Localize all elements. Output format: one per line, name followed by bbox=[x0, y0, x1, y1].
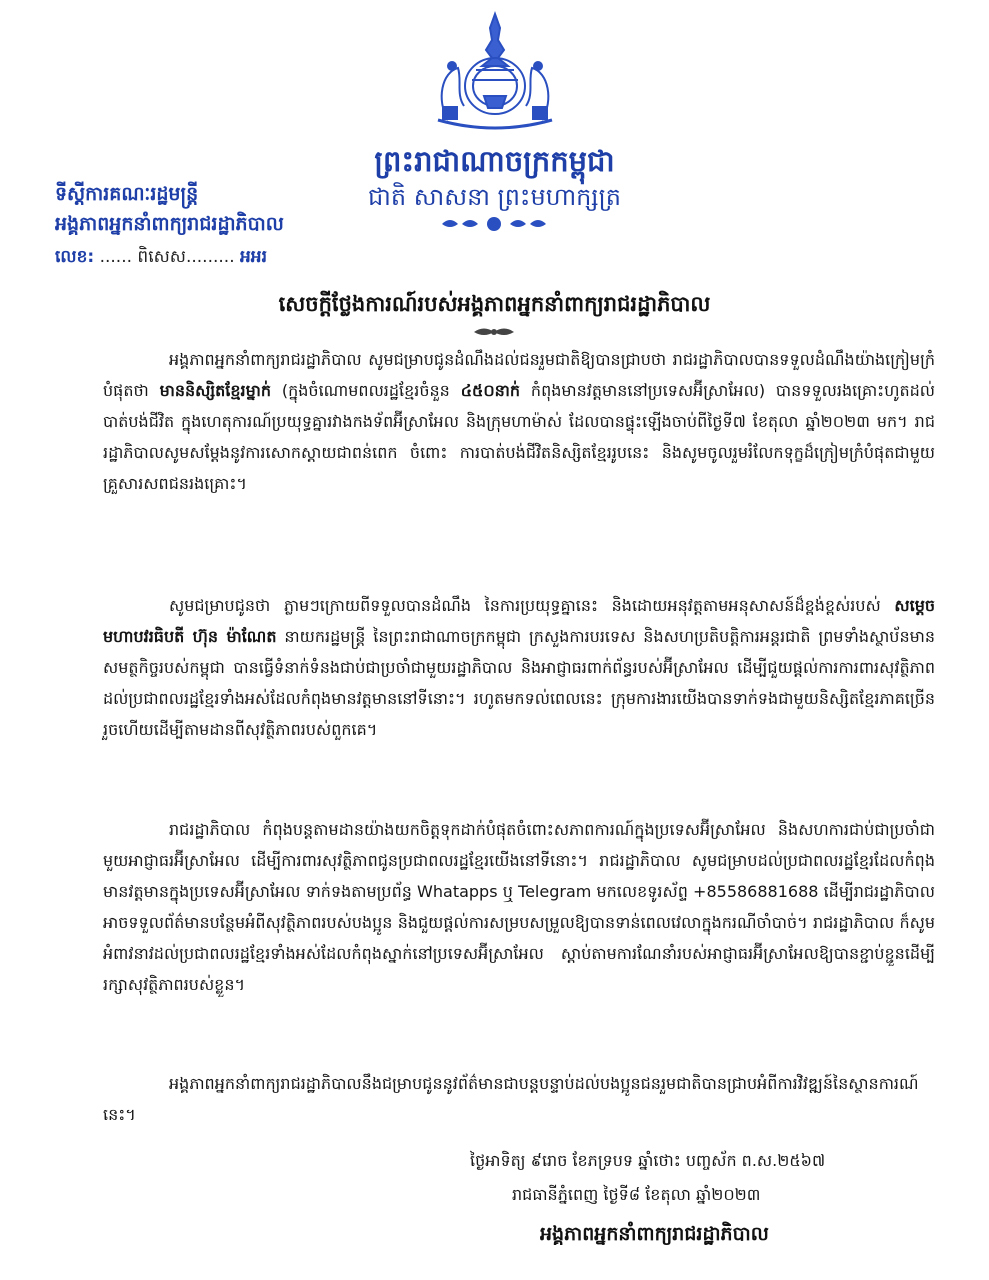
p2-text-2: នាយករដ្ឋមន្ត្រី នៃព្រះរាជាណាចក្រកម្ពុជា ក្រសួងការបរទេស និងសហប្រតិបត្តិការអន្តរជាតិ ព្រមទាំងស្ថាប័នមានសមត្ថកិច្ចរបស់កម្ពុជា បានធ្វើទំនាក់ទំនងជាប់ជាប្រចាំជាមួយរដ្ឋាភិបាល និងអាជ្ញាធរពាក់ព័ន្ធរបស់អ៊ីស្រាអែល ដើម្បីជួយផ្តល់ការការពារសុវត្ថិភាពដល់ប្រជាពលរដ្ឋខ្មែរទាំងអស់ដែលកំពុងមានវត្តមាននៅទីនោះ។ រហូតមកទល់ពេលនេះ ក្រុមការងារយើងបានទាក់ទងជាមួយនិស្សិតខ្មែរភាគច្រើនរួចហើយដើម្បីតាមដានពីសុវត្ថិភាពរបស់ពួកគេ។ bbox=[103, 627, 935, 739]
solar-date: រាជធានីភ្នំពេញ ថ្ងៃទី៨ ខែតុលា ឆ្នាំ២០២៣ bbox=[512, 1185, 761, 1204]
paragraph-1 bbox=[103, 344, 935, 499]
paragraph-4 bbox=[103, 1068, 935, 1130]
p1-text-2: (ក្នុងចំណោមពលរដ្ឋខ្មែរចំនួន bbox=[270, 381, 461, 400]
p1-text: អង្គភាពអ្នកនាំពាក្យរាជរដ្ឋាភិបាល សូមជម្រាបជូនដំណឹងដល់ជនរួមជាតិឱ្យបានជ្រាបថា រាជរដ្ឋាភិបាលបានទទួលដំណឹងយ៉ាងក្រៀមក្រំបំផុតថា bbox=[103, 350, 935, 400]
reference-dots: ...... ពិសេស......... bbox=[94, 247, 240, 267]
p1-count: ៤៥០នាក់ bbox=[460, 381, 521, 400]
title-ornament-icon bbox=[0, 324, 989, 340]
p3-text: រាជរដ្ឋាភិបាល កំពុងបន្តតាមដានយ៉ាងយកចិត្តទុកដាក់បំផុតចំពោះសភាពការណ៍ក្នុងប្រទេសអ៊ីស្រាអែល និងសហការជាប់ជាប្រចាំជាមួយអាជ្ញាធរអ៊ីស្រាអែល ដើម្បីការពារសុវត្ថិភាពជូនប្រជាពលរដ្ឋខ្មែរយើងនៅទីនោះ។ រាជរដ្ឋាភិបាល សូមជម្រាបដល់ប្រជាពលរដ្ឋខ្មែរដែលកំពុងមានវត្តមានក្នុងប្រទេសអ៊ីស្រាអែល ទាក់ទងតាមប្រព័ន្ធ Whatapps ឬ Telegram មកលេខទូរស័ព្ទ +85586881688 ដើម្បីរាជរដ្ឋាភិបាលអាចទទួលព័ត៌មានបន្ថែមអំពីសុវត្ថិភាពរបស់បងប្អូន និងជួយផ្តល់ការសម្របសម្រួលឱ្យបានទាន់ពេលវេលាក្នុងករណីចាំបាច់។ រាជរដ្ឋាភិបាល ក៏សូមអំពាវនាវដល់ប្រជាពលរដ្ឋខ្មែរទាំងអស់ដែលកំពុងស្នាក់នៅប្រទេសអ៊ីស្រាអែល ស្តាប់តាមការណែនាំរបស់អាជ្ញាធរអ៊ីស្រាអែលឱ្យបានខ្ជាប់ខ្ជួនដើម្បីរក្សាសុវត្ថិភាពរបស់ខ្លួន។ bbox=[103, 820, 935, 994]
kingdom-motto: ជាតិ សាសនា ព្រះមហាក្សត្រ bbox=[368, 183, 621, 211]
office-name: ទីស្តីការគណៈរដ្ឋមន្ត្រី bbox=[55, 183, 199, 205]
reference-number bbox=[55, 246, 267, 271]
paragraph-3 bbox=[103, 814, 935, 1000]
p2-text: សូមជម្រាបជូនថា ភ្លាមៗក្រោយពីទទួលបានដំណឹង នៃការប្រយុទ្ធគ្នានេះ និងដោយអនុវត្តតាមអនុសាសន៍ដ៏ខ្ពង់ខ្ពស់របស់ bbox=[169, 596, 895, 615]
signature-block: អង្គភាពអ្នកនាំពាក្យរាជរដ្ឋាភិបាល bbox=[540, 1223, 769, 1245]
royal-arms-emblem-icon bbox=[428, 10, 562, 136]
document-title: សេចក្តីថ្លែងការណ៍របស់អង្គភាពអ្នកនាំពាក្យរាជរដ្ឋាភិបាល bbox=[278, 292, 711, 316]
p2-emphasis: សម្តេចមហាបវរធិបតី ហ៊ុន ម៉ាណែត bbox=[103, 596, 935, 646]
p4-text: អង្គភាពអ្នកនាំពាក្យរាជរដ្ឋាភិបាលនឹងជម្រាបជូននូវព័ត៌មានជាបន្តបន្ទាប់ដល់បងប្អូនជនរួមជាតិបានជ្រាបអំពីការវិវឌ្ឍន៍នៃស្ថានការណ៍នេះ។ bbox=[103, 1074, 919, 1124]
p1-text-3: កំពុងមានវត្តមាននៅប្រទេសអ៊ីស្រាអែល) បានទទួលរងគ្រោះហូតដល់បាត់បង់ជីវិត ក្នុងហេតុការណ៍ប្រយុទ្ធគ្នារវាងកងទ័ពអ៊ីស្រាអែល និងក្រុមហាម៉ាស់ ដែលបានផ្ទុះឡើងចាប់ពីថ្ងៃទី៧ ខែតុលា ឆ្នាំ២០២៣ មក។ រាជរដ្ឋាភិបាលសូមសម្តែងនូវការសោកស្តាយជាពន់ពេក ចំពោះ ការបាត់បង់ជីវិតនិស្សិតខ្មែររូបនេះ និងសូមចូលរួមរំលែកទុក្ខដ៏ក្រៀមក្រំបំផុតជាមួយគ្រួសារសពជនរងគ្រោះ។ bbox=[103, 381, 935, 493]
office-unit: អង្គភាពអ្នកនាំពាក្យរាជរដ្ឋាភិបាល bbox=[55, 213, 284, 235]
kingdom-title: ព្រះរាជាណាចក្រកម្ពុជា bbox=[374, 144, 615, 178]
reference-code: អអរ bbox=[240, 247, 267, 267]
p1-emphasis: មាននិស្សិតខ្មែរម្នាក់ bbox=[159, 381, 271, 400]
reference-label: លេខ: bbox=[55, 247, 95, 267]
lunar-date: ថ្ងៃអាទិត្យ ៩រោច ខែភទ្របទ ឆ្នាំថោះ បញ្ចស័ក ព.ស.២៥៦៧ bbox=[470, 1151, 826, 1170]
paragraph-2 bbox=[103, 590, 935, 745]
